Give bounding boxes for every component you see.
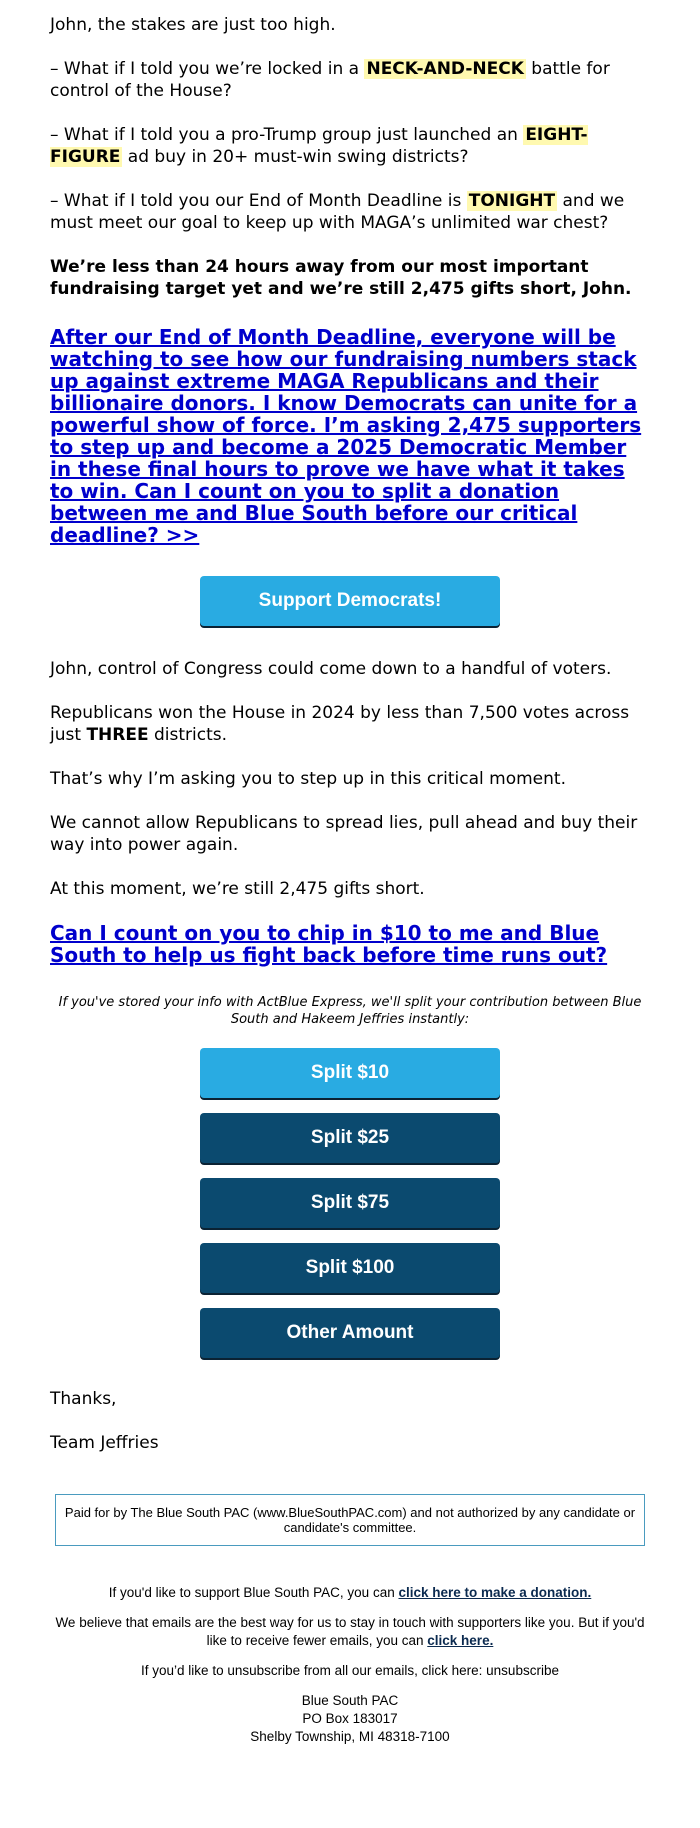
signature: Team Jeffries xyxy=(50,1433,159,1453)
split-25-button[interactable]: Split $25 xyxy=(200,1113,500,1163)
question-text: and we must meet our goal to keep up with MAGA’s unlimited war chest? xyxy=(50,191,625,233)
split-button-row xyxy=(50,1048,650,1098)
email-body xyxy=(50,0,650,1746)
deadline-statement: We’re less than 24 hours away from our most important fundraising target yet and we’re still 2,475 gifts short, John. xyxy=(50,257,632,299)
footer-text: If you'd like to support Blue South PAC, you can xyxy=(108,1585,399,1600)
congress-paragraph: John, control of Congress could come down to a handful of voters. xyxy=(50,659,612,679)
split-button-row xyxy=(50,1243,650,1293)
split-100-button[interactable]: Split $100 xyxy=(200,1243,500,1293)
question-text: battle for control of the House? xyxy=(50,59,610,101)
thanks-line: Thanks, xyxy=(50,1389,117,1409)
split-button-row xyxy=(50,1178,650,1228)
footer-text: We believe that emails are the best way for us to stay in touch with supporters like you. But if you'd like to receive fewer emails, you can xyxy=(55,1615,645,1648)
house-votes-paragraph xyxy=(50,702,650,746)
highlight-tonight: TONIGHT xyxy=(468,191,556,211)
question-text: ad buy in 20+ must-win swing districts? xyxy=(122,147,469,167)
question-text: – What if I told you our End of Month Deadline is xyxy=(50,191,467,211)
paid-for-disclaimer: Paid for by The Blue South PAC (www.BlueSouthPAC.com) and not authorized by any candidate or candidate's committee. xyxy=(55,1494,645,1546)
intro-text: John, the stakes are just too high. xyxy=(50,15,336,35)
address-po: PO Box 183017 xyxy=(302,1711,398,1726)
footer xyxy=(50,1584,650,1746)
other-amount-button[interactable]: Other Amount xyxy=(200,1308,500,1358)
question-text: – What if I told you a pro-Trump group just launched an xyxy=(50,125,524,145)
support-democrats-button[interactable]: Support Democrats! xyxy=(200,576,500,626)
chip-in-link[interactable]: Can I count on you to chip in $10 to me and Blue South to help us fight back before time runs out? xyxy=(50,921,608,967)
split-10-button[interactable]: Split $10 xyxy=(200,1048,500,1098)
paragraph-text: districts. xyxy=(148,725,228,745)
split-75-button[interactable]: Split $75 xyxy=(200,1178,500,1228)
address-org: Blue South PAC xyxy=(301,1693,399,1708)
question-eight-figure xyxy=(50,124,650,168)
unsubscribe-line[interactable]: If you’d like to unsubscribe from all our emails, click here: unsubscribe xyxy=(141,1663,559,1678)
question-text: – What if I told you we’re locked in a xyxy=(50,59,365,79)
split-button-row xyxy=(50,1308,650,1358)
fewer-emails-line xyxy=(50,1614,650,1650)
donate-line xyxy=(50,1584,650,1602)
question-tonight xyxy=(50,190,650,234)
step-up-paragraph: That’s why I’m asking you to step up in this critical moment. xyxy=(50,769,566,789)
donation-appeal-link[interactable]: After our End of Month Deadline, everyone will be watching to see how our fundraising numbers stack up against extreme MAGA Republicans and their billionaire donors. I know Democrats can unite for a powerful show of force. I’m asking 2,475 supporters to step up and become a 2025 Democratic Member in these final hours to prove we have what it takes to win. Can I count on you to split a donation between me and Blue South before our critical deadline? >> xyxy=(50,325,642,547)
fewer-emails-link[interactable]: click here. xyxy=(427,1633,494,1648)
question-neck-and-neck xyxy=(50,58,650,102)
highlight-neck-and-neck: NECK-AND-NECK xyxy=(366,59,524,79)
main-button-row xyxy=(50,576,650,626)
gifts-short-paragraph: At this moment, we’re still 2,475 gifts short. xyxy=(50,879,425,899)
split-button-row xyxy=(50,1113,650,1163)
highlight-eight-figure: EIGHT-FIGURE xyxy=(50,125,588,167)
actblue-express-note: If you've stored your info with ActBlue Express, we'll split your contribution between Blue South and Hakeem Jeffries instantly: xyxy=(58,995,642,1027)
republicans-paragraph: We cannot allow Republicans to spread lies, pull ahead and buy their way into power again. xyxy=(50,813,638,855)
intro-paragraph xyxy=(50,14,650,36)
three-emphasis: THREE xyxy=(86,725,149,745)
donation-link[interactable]: click here to make a donation. xyxy=(398,1585,592,1600)
address-city: Shelby Township, MI 48318-7100 xyxy=(250,1729,450,1744)
paragraph-text: Republicans won the House in 2024 by less than 7,500 votes across just xyxy=(50,703,630,745)
mailing-address xyxy=(50,1692,650,1746)
